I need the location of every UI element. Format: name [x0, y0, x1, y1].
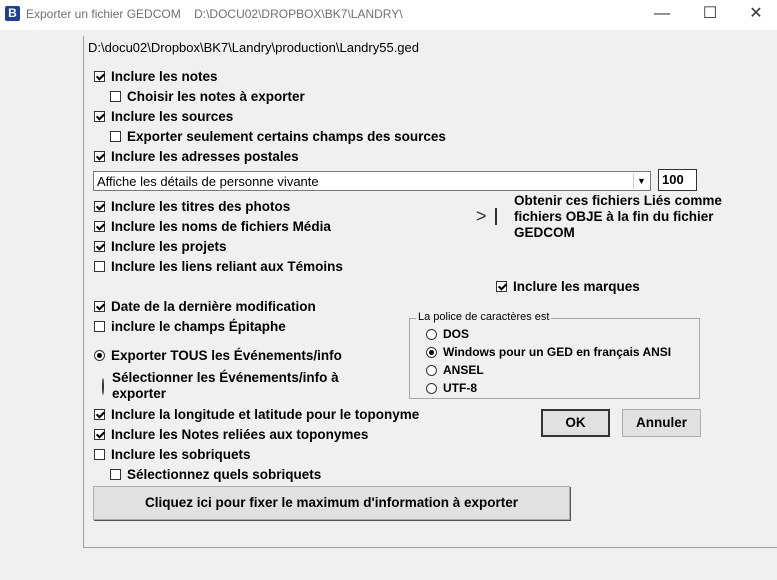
checkbox-icon[interactable] [94, 409, 105, 420]
include-sources-checkbox[interactable]: Inclure les sources [94, 107, 233, 125]
include-place-notes-checkbox[interactable]: Inclure les Notes reliées aux toponymes [94, 425, 368, 443]
chevron-down-icon[interactable]: ▼ [633, 173, 649, 189]
export-all-events-radio[interactable]: Exporter TOUS les Événements/info [94, 346, 342, 364]
checkbox-icon[interactable] [110, 469, 121, 480]
close-button[interactable]: ✕ [749, 5, 763, 22]
living-person-select[interactable]: Affiche les détails de personne vivante ▼ [93, 171, 651, 191]
include-nicknames-checkbox[interactable]: Inclure les sobriquets [94, 445, 251, 463]
radio-icon[interactable] [426, 347, 437, 358]
last-modified-date-checkbox[interactable]: Date de la dernière modification [94, 297, 316, 315]
ok-button[interactable]: OK [541, 409, 610, 437]
include-media-filenames-checkbox[interactable]: Inclure les noms de fichiers Média [94, 217, 331, 235]
include-postal-addresses-checkbox[interactable]: Inclure les adresses postales [94, 147, 299, 165]
radio-icon[interactable] [426, 329, 437, 340]
checkbox-icon[interactable] [110, 91, 121, 102]
include-marks-checkbox[interactable]: Inclure les marques [496, 277, 640, 295]
cancel-button[interactable]: Annuler [622, 409, 701, 437]
select-events-radio[interactable] [102, 378, 104, 395]
charset-legend: La police de caractères est [418, 311, 550, 323]
living-number-input[interactable]: 100 [658, 169, 697, 191]
include-witness-links-checkbox[interactable]: Inclure les liens reliant aux Témoins [94, 257, 343, 275]
radio-icon[interactable] [426, 365, 437, 376]
charset-utf8-radio[interactable]: UTF-8 [426, 379, 477, 397]
checkbox-icon[interactable] [94, 241, 105, 252]
checkbox-icon[interactable] [94, 111, 105, 122]
checkbox-icon[interactable] [94, 201, 105, 212]
include-notes-checkbox[interactable]: Inclure les notes [94, 67, 218, 85]
checkbox-icon[interactable] [94, 449, 105, 460]
choose-notes-checkbox[interactable]: Choisir les notes à exporter [110, 87, 305, 105]
minimize-button[interactable]: — [654, 5, 670, 22]
checkbox-icon[interactable] [94, 301, 105, 312]
select-events-label: Sélectionner les Événements/info à exporter [112, 370, 339, 401]
charset-windows-radio[interactable]: Windows pour un GED en français ANSI [426, 343, 671, 361]
checkbox-icon[interactable] [94, 221, 105, 232]
checkbox-icon[interactable] [94, 429, 105, 440]
app-icon: B [5, 6, 20, 21]
checkbox-icon[interactable] [94, 261, 105, 272]
maximize-button[interactable]: ☐ [702, 5, 718, 22]
checkbox-icon[interactable] [94, 151, 105, 162]
include-epitaph-checkbox[interactable]: inclure le champs Épitaphe [94, 317, 286, 335]
checkbox-icon[interactable] [94, 71, 105, 82]
export-some-source-fields-checkbox[interactable]: Exporter seulement certains champs des sources [110, 127, 446, 145]
maximize-info-button[interactable]: Cliquez ici pour fixer le maximum d'information à exporter [93, 486, 570, 520]
linked-files-obje-label: Obtenir ces fichiers Liés comme fichiers OBJE à la fin du fichier GEDCOM [514, 193, 722, 240]
title-bar [0, 0, 777, 30]
checkbox-icon[interactable] [496, 281, 507, 292]
include-photo-titles-checkbox[interactable]: Inclure les titres des photos [94, 197, 290, 215]
select-nicknames-checkbox[interactable]: Sélectionnez quels sobriquets [110, 465, 321, 483]
radio-icon[interactable] [426, 383, 437, 394]
linked-files-obje-checkbox[interactable] [495, 208, 497, 225]
include-lat-long-checkbox[interactable]: Inclure la longitude et latitude pour le toponyme [94, 405, 419, 423]
radio-icon[interactable] [94, 350, 105, 361]
arrow-right-icon: > [476, 206, 487, 226]
checkbox-icon[interactable] [110, 131, 121, 142]
include-projects-checkbox[interactable]: Inclure les projets [94, 237, 227, 255]
charset-dos-radio[interactable]: DOS [426, 325, 469, 343]
checkbox-icon[interactable] [94, 321, 105, 332]
window-title: Exporter un fichier GEDCOM D:\DOCU02\DROPBOX\BK7\LANDRY\ [26, 7, 403, 21]
file-path: D:\docu02\Dropbox\BK7\Landry\production\Landry55.ged [88, 40, 419, 55]
charset-ansel-radio[interactable]: ANSEL [426, 361, 484, 379]
